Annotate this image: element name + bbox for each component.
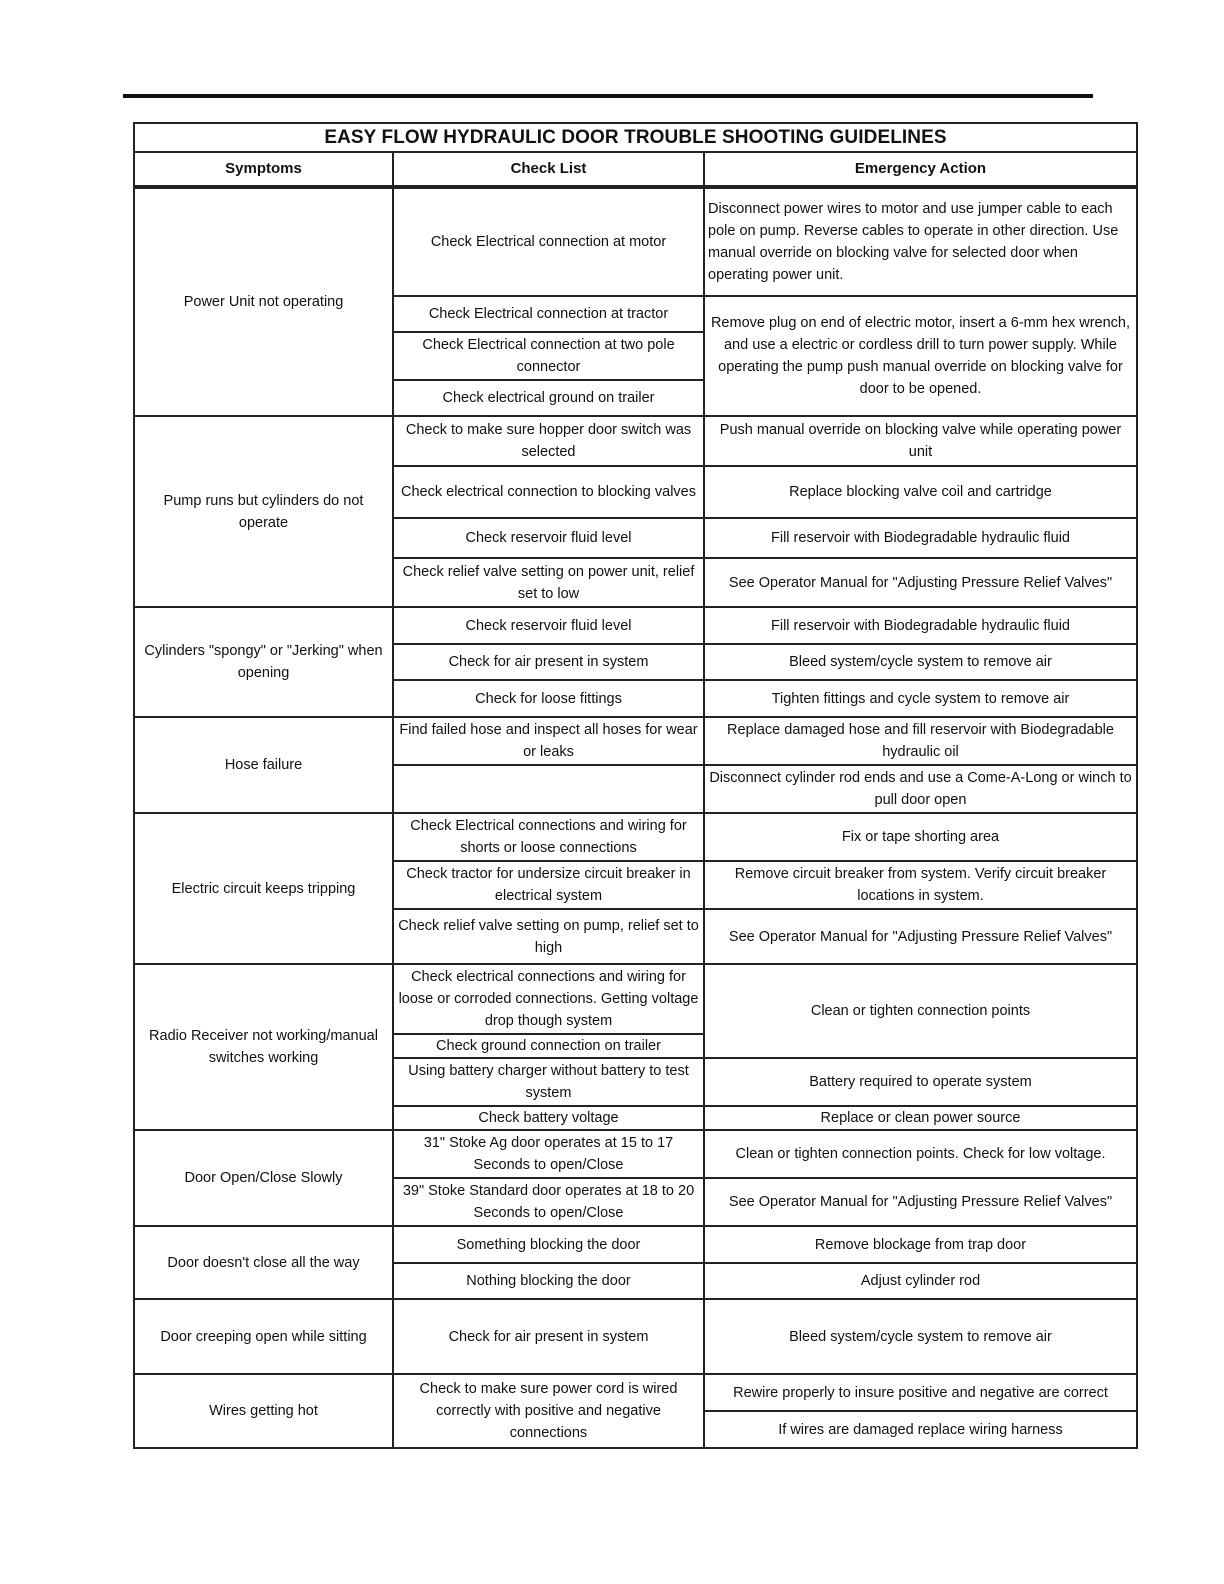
action-cell: Tighten fittings and cycle system to remove air bbox=[704, 680, 1137, 717]
check-cell: Check Electrical connections and wiring for shorts or loose connections bbox=[393, 813, 704, 861]
table-row bbox=[134, 187, 1137, 296]
action-cell: Replace damaged hose and fill reservoir with Biodegradable hydraulic oil bbox=[704, 717, 1137, 765]
action-cell: Clean or tighten connection points. Check for low voltage. bbox=[704, 1130, 1137, 1178]
action-cell: See Operator Manual for "Adjusting Pressure Relief Valves" bbox=[704, 558, 1137, 607]
check-cell: Check to make sure hopper door switch was selected bbox=[393, 416, 704, 466]
table-row bbox=[134, 717, 1137, 765]
action-cell: Replace or clean power source bbox=[704, 1106, 1137, 1130]
table-row bbox=[134, 1374, 1137, 1411]
header-symptoms: Symptoms bbox=[134, 152, 393, 187]
action-cell: See Operator Manual for "Adjusting Pressure Relief Valves" bbox=[704, 1178, 1137, 1226]
action-cell: Remove circuit breaker from system. Verify circuit breaker locations in system. bbox=[704, 861, 1137, 909]
action-cell: Fill reservoir with Biodegradable hydraulic fluid bbox=[704, 518, 1137, 558]
check-cell: Check for air present in system bbox=[393, 644, 704, 680]
check-cell: Check to make sure power cord is wired correctly with positive and negative connections bbox=[393, 1374, 704, 1448]
check-cell: Find failed hose and inspect all hoses for wear or leaks bbox=[393, 717, 704, 765]
header-check-list: Check List bbox=[393, 152, 704, 187]
action-cell: Disconnect power wires to motor and use jumper cable to each pole on pump. Reverse cables to operate in other direction. Use manual override on blocking valve for selected door when operating power unit. bbox=[704, 187, 1137, 296]
action-cell: Replace blocking valve coil and cartridge bbox=[704, 466, 1137, 518]
action-cell: Remove blockage from trap door bbox=[704, 1226, 1137, 1263]
table-row bbox=[134, 1299, 1137, 1374]
symptom-cell: Door Open/Close Slowly bbox=[134, 1130, 393, 1226]
action-cell: If wires are damaged replace wiring harness bbox=[704, 1411, 1137, 1448]
check-cell: Check reservoir fluid level bbox=[393, 607, 704, 644]
symptom-cell: Hose failure bbox=[134, 717, 393, 813]
action-cell: Push manual override on blocking valve while operating power unit bbox=[704, 416, 1137, 466]
symptom-cell: Wires getting hot bbox=[134, 1374, 393, 1448]
check-cell: Check reservoir fluid level bbox=[393, 518, 704, 558]
table-row bbox=[134, 416, 1137, 466]
symptom-cell: Door creeping open while sitting bbox=[134, 1299, 393, 1374]
check-cell: Check battery voltage bbox=[393, 1106, 704, 1130]
symptom-cell: Electric circuit keeps tripping bbox=[134, 813, 393, 964]
check-cell: Check relief valve setting on power unit, relief set to low bbox=[393, 558, 704, 607]
check-cell: Check for loose fittings bbox=[393, 680, 704, 717]
top-rule bbox=[123, 94, 1093, 98]
check-cell: Check electrical connection to blocking valves bbox=[393, 466, 704, 518]
check-cell: Check electrical ground on trailer bbox=[393, 380, 704, 416]
action-cell: Adjust cylinder rod bbox=[704, 1263, 1137, 1299]
symptom-cell: Door doesn't close all the way bbox=[134, 1226, 393, 1299]
action-cell: Remove plug on end of electric motor, insert a 6-mm hex wrench, and use a electric or cordless drill to turn power supply. While operating the pump push manual override on blocking valve for door to be opened. bbox=[704, 296, 1137, 416]
check-cell: Check ground connection on trailer bbox=[393, 1034, 704, 1058]
table-row bbox=[134, 964, 1137, 1034]
action-cell: Clean or tighten connection points bbox=[704, 964, 1137, 1058]
check-cell: Check relief valve setting on pump, relief set to high bbox=[393, 909, 704, 964]
check-cell: Check for air present in system bbox=[393, 1299, 704, 1374]
check-cell-empty bbox=[393, 765, 704, 813]
action-cell: Disconnect cylinder rod ends and use a Come-A-Long or winch to pull door open bbox=[704, 765, 1137, 813]
action-cell: Bleed system/cycle system to remove air bbox=[704, 644, 1137, 680]
check-cell: Something blocking the door bbox=[393, 1226, 704, 1263]
check-cell: Check Electrical connection at tractor bbox=[393, 296, 704, 332]
action-cell: See Operator Manual for "Adjusting Pressure Relief Valves" bbox=[704, 909, 1137, 964]
action-cell: Rewire properly to insure positive and negative are correct bbox=[704, 1374, 1137, 1411]
action-cell: Fix or tape shorting area bbox=[704, 813, 1137, 861]
symptom-cell: Power Unit not operating bbox=[134, 187, 393, 416]
table-row bbox=[134, 1130, 1137, 1178]
check-cell: Using battery charger without battery to test system bbox=[393, 1058, 704, 1106]
table-row bbox=[134, 813, 1137, 861]
check-cell: Check electrical connections and wiring for loose or corroded connections. Getting voltage drop though system bbox=[393, 964, 704, 1034]
check-cell: 39" Stoke Standard door operates at 18 to 20 Seconds to open/Close bbox=[393, 1178, 704, 1226]
check-cell: Nothing blocking the door bbox=[393, 1263, 704, 1299]
header-emergency-action: Emergency Action bbox=[704, 152, 1137, 187]
table-title: EASY FLOW HYDRAULIC DOOR TROUBLE SHOOTING GUIDELINES bbox=[134, 123, 1137, 152]
check-cell: 31" Stoke Ag door operates at 15 to 17 Seconds to open/Close bbox=[393, 1130, 704, 1178]
check-cell: Check tractor for undersize circuit breaker in electrical system bbox=[393, 861, 704, 909]
troubleshooting-table bbox=[133, 122, 1138, 1449]
check-cell: Check Electrical connection at motor bbox=[393, 187, 704, 296]
symptom-cell: Radio Receiver not working/manual switches working bbox=[134, 964, 393, 1130]
symptom-cell: Pump runs but cylinders do not operate bbox=[134, 416, 393, 607]
table-row bbox=[134, 1226, 1137, 1263]
table-row bbox=[134, 607, 1137, 644]
check-cell: Check Electrical connection at two pole connector bbox=[393, 332, 704, 380]
action-cell: Battery required to operate system bbox=[704, 1058, 1137, 1106]
symptom-cell: Cylinders "spongy" or "Jerking" when opening bbox=[134, 607, 393, 717]
action-cell: Bleed system/cycle system to remove air bbox=[704, 1299, 1137, 1374]
action-cell: Fill reservoir with Biodegradable hydraulic fluid bbox=[704, 607, 1137, 644]
